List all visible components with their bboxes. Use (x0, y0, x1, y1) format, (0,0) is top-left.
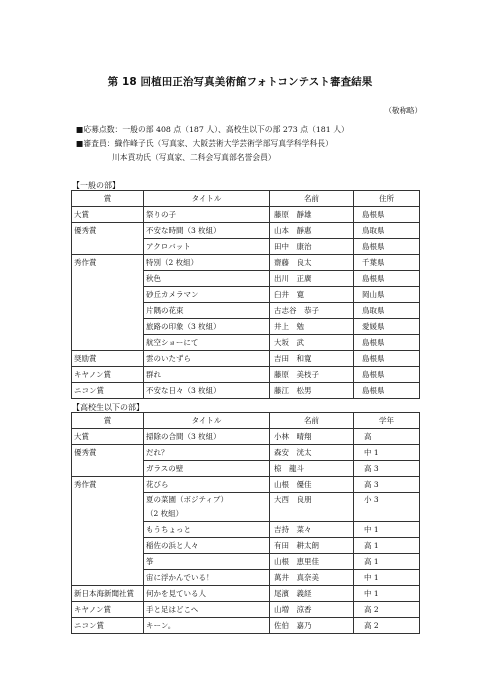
table-row (72, 554, 420, 570)
name-cell: 萬井 真奈美 (270, 570, 354, 586)
name-cell: 古志谷 恭子 (270, 303, 354, 319)
place-cell: 愛媛県 (354, 319, 420, 335)
honorific-note: （敬称略） (384, 106, 422, 115)
award-cell: 大賞 (72, 207, 144, 223)
header-grade: 学年 (354, 413, 420, 429)
award-cell: 秀作賞 (72, 255, 144, 271)
table-row (72, 429, 420, 445)
grade-cell: 中 1 (354, 522, 420, 538)
title-cell: 不安な時間（3 枚組） (144, 223, 270, 239)
award-cell (72, 461, 144, 477)
header-name: 名前 (270, 413, 354, 429)
table-row (72, 367, 420, 383)
title-cell: 雲のいたずら (144, 351, 270, 367)
table-header-row (72, 191, 420, 207)
award-cell (72, 538, 144, 554)
place-cell: 島根県 (354, 367, 420, 383)
title-cell: キーン。 (144, 618, 270, 634)
place-cell: 島根県 (354, 271, 420, 287)
place-cell: 島根県 (354, 239, 420, 255)
grade-cell: 高 2 (354, 618, 420, 634)
title-cell: だれ？ (144, 445, 270, 461)
table-header-row (72, 413, 420, 429)
table-row (72, 271, 420, 287)
title-cell: 群れ (144, 367, 270, 383)
title-cell: 秋色 (144, 271, 270, 287)
name-cell: 藤原 靜雄 (270, 207, 354, 223)
header-name: 名前 (270, 191, 354, 207)
highschool-section-label: 【高校生以下の部】 (72, 403, 144, 412)
name-cell: 山根 恵里佳 (270, 554, 354, 570)
header-title: タイトル (144, 413, 270, 429)
award-cell (72, 522, 144, 538)
general-results-table (71, 190, 420, 399)
grade-cell: 高 2 (354, 602, 420, 618)
grade-cell: 高 3 (354, 461, 420, 477)
award-cell: 新日本海新聞社賞 (72, 586, 144, 602)
header-place: 住所 (354, 191, 420, 207)
name-cell: 山根 優佳 (270, 477, 354, 493)
name-cell: 大坂 武 (270, 335, 354, 351)
place-cell: 島根県 (354, 351, 420, 367)
table-row (72, 618, 420, 634)
table-row (72, 207, 420, 223)
grade-cell: 高 3 (354, 477, 420, 493)
title-line-2: （2 枚組） (146, 509, 184, 518)
header-title: タイトル (144, 191, 270, 207)
name-cell: 山本 靜惠 (270, 223, 354, 239)
grade-cell: 高 1 (354, 538, 420, 554)
table-row (72, 602, 420, 618)
name-cell: 藤原 美枝子 (270, 367, 354, 383)
table-row (72, 239, 420, 255)
title-cell: 花びら (144, 477, 270, 493)
table-row (72, 522, 420, 538)
table-row (72, 335, 420, 351)
title-cell: 宙に浮かんでいる！ (144, 570, 270, 586)
judges-line-1: ■審査員：織作峰子氏（写真家、大阪芸術大学芸術学部写真学科学科長） (76, 139, 333, 148)
name-cell: 椋 龍斗 (270, 461, 354, 477)
title-cell: 特別（2 枚組） (144, 255, 270, 271)
grade-cell: 高 1 (354, 554, 420, 570)
judges-line-2: 川本貢功氏（写真家、二科会写真部名誉会員） (112, 153, 276, 162)
table-row (72, 223, 420, 239)
grade-cell: 中 1 (354, 586, 420, 602)
place-cell: 千葉県 (354, 255, 420, 271)
table-row (72, 255, 420, 271)
title-cell: 祭りの子 (144, 207, 270, 223)
title-cell: もうちょっと (144, 522, 270, 538)
title-cell: 筝 (144, 554, 270, 570)
award-cell (72, 287, 144, 303)
title-cell: 稲佐の浜と人々 (144, 538, 270, 554)
place-cell: 島根県 (354, 207, 420, 223)
title-cell (144, 493, 270, 522)
name-cell: 大西 良朋 (270, 493, 354, 522)
title-cell: ガラスの壁 (144, 461, 270, 477)
name-cell: 尾濱 義経 (270, 586, 354, 602)
name-cell: 田中 康治 (270, 239, 354, 255)
grade-cell: 高 (354, 429, 420, 445)
name-cell: 藤江 松男 (270, 383, 354, 399)
table-row (72, 445, 420, 461)
award-cell: 優秀賞 (72, 223, 144, 239)
grade-cell: 小 3 (354, 493, 420, 522)
award-cell: キヤノン賞 (72, 602, 144, 618)
place-cell: 鳥取県 (354, 223, 420, 239)
award-cell (72, 493, 144, 522)
grade-cell: 中 1 (354, 445, 420, 461)
award-cell: ニコン賞 (72, 383, 144, 399)
name-cell: 出川 正廣 (270, 271, 354, 287)
name-cell: 齋藤 良太 (270, 255, 354, 271)
table-row (72, 319, 420, 335)
title-cell: 手と足はどこへ (144, 602, 270, 618)
page-title: 第 18 回植田正治写真美術館フォトコンテスト審査結果 (107, 76, 373, 88)
title-line-1: 夏の菜園（ボジティブ） (146, 495, 228, 504)
title-cell: 掃除の合間（3 枚組） (144, 429, 270, 445)
table-row (72, 461, 420, 477)
award-cell (72, 554, 144, 570)
table-row (72, 477, 420, 493)
name-cell: 佐伯 嘉乃 (270, 618, 354, 634)
table-row (72, 493, 420, 522)
name-cell: 吉田 和寛 (270, 351, 354, 367)
table-row (72, 570, 420, 586)
table-row (72, 538, 420, 554)
title-cell: 航空ショーにて (144, 335, 270, 351)
award-cell (72, 239, 144, 255)
place-cell: 岡山県 (354, 287, 420, 303)
award-cell: 大賞 (72, 429, 144, 445)
table-row (72, 586, 420, 602)
header-award: 賞 (72, 413, 144, 429)
title-cell: 旅路の印象（3 枚組） (144, 319, 270, 335)
award-cell: 秀作賞 (72, 477, 144, 493)
award-cell (72, 335, 144, 351)
table-row (72, 287, 420, 303)
name-cell: 森安 洸太 (270, 445, 354, 461)
title-cell: アクロバット (144, 239, 270, 255)
place-cell: 島根県 (354, 383, 420, 399)
place-cell: 鳥取県 (354, 303, 420, 319)
table-row (72, 303, 420, 319)
table-row (72, 383, 420, 399)
award-cell (72, 570, 144, 586)
entries-count: ■応募点数：一般の部 408 点（187 人）、高校生以下の部 273 点（181 人） (76, 125, 349, 134)
award-cell: 優秀賞 (72, 445, 144, 461)
header-award: 賞 (72, 191, 144, 207)
name-cell: 臼井 寛 (270, 287, 354, 303)
title-cell: 不安な日々（3 枚組） (144, 383, 270, 399)
general-section-label: 【一般の部】 (72, 181, 120, 190)
award-cell (72, 319, 144, 335)
title-cell: 片隅の花束 (144, 303, 270, 319)
name-cell: 吉持 菜々 (270, 522, 354, 538)
award-cell: ニコン賞 (72, 618, 144, 634)
award-cell: 奨励賞 (72, 351, 144, 367)
name-cell: 井上 勉 (270, 319, 354, 335)
award-cell: キヤノン賞 (72, 367, 144, 383)
award-cell (72, 303, 144, 319)
table-row (72, 351, 420, 367)
highschool-results-table (71, 412, 420, 634)
name-cell: 山増 涼香 (270, 602, 354, 618)
name-cell: 小林 晴翔 (270, 429, 354, 445)
place-cell: 島根県 (354, 335, 420, 351)
title-cell: 砂丘カメラマン (144, 287, 270, 303)
grade-cell: 中 1 (354, 570, 420, 586)
title-cell: 何かを見ている人 (144, 586, 270, 602)
name-cell: 有田 耕太朗 (270, 538, 354, 554)
award-cell (72, 271, 144, 287)
